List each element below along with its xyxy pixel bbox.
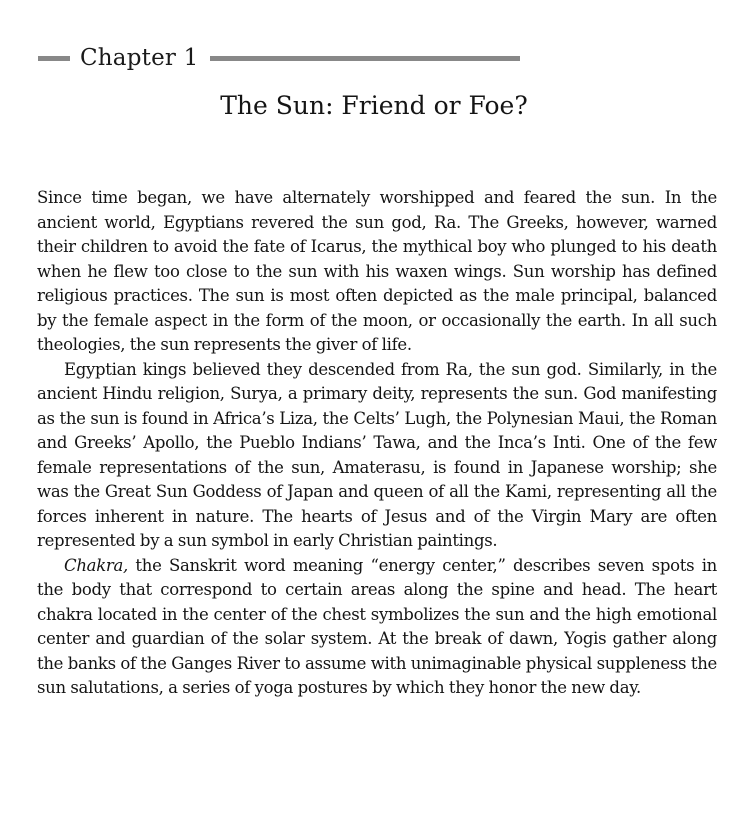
chakra-term: Chakra,	[64, 555, 128, 575]
paragraph-3-text: the Sanskrit word meaning “energy center,” describes seven spots in the body that correspond to certain areas along the spine and head. The heart chakra located in the center of the chest symbolizes the sun and the high emotional center and guardian of the solar system. At the break of dawn, Yogis gather along the banks of the Ganges River to assume with unimaginable physical suppleness the sun salutations, a series of yoga postures by which they honor the new day.	[37, 555, 717, 697]
paragraph-1: Since time began, we have alternately worshipped and feared the sun. In the ancient world, Egyptians revered the sun god, Ra. The Greeks, however, warned their children to avoid the fate of Icarus, the mythical boy who plunged to his death when he flew too close to the sun with his waxen wings. Sun worship has defined religious practices. The sun is most often depicted as the male principal, balanced by the female aspect in the form of the moon, or occasionally the earth. In all such theologies, the sun represents the giver of life.	[37, 188, 717, 354]
chapter-rule-right	[210, 56, 520, 61]
paragraph-2: Egyptian kings believed they descended from Ra, the sun god. Similarly, in the ancient Hindu religion, Surya, a primary deity, represents the sun. God manifesting as the sun is found in Africa’s Liza, the Celts’ Lugh, the Polynesian Maui, the Roman and Greeks’ Apollo, the Pueblo Indians’ Tawa, and the Inca’s Inti. One of the few female representations of the sun, Amaterasu, is found in Japanese worship; she was the Great Sun Goddess of Japan and queen of all the Kami, representing all the forces inherent in nature. The hearts of Jesus and of the Virgin Mary are often represented by a sun symbol in early Christian paintings.	[37, 359, 717, 550]
chapter-title: The Sun: Friend or Foe?	[220, 91, 528, 120]
chapter-rule-left	[38, 56, 70, 61]
chapter-header	[38, 40, 520, 76]
paragraph-3	[37, 554, 717, 701]
chapter-body	[37, 186, 717, 701]
chapter-label: Chapter 1	[80, 45, 199, 71]
